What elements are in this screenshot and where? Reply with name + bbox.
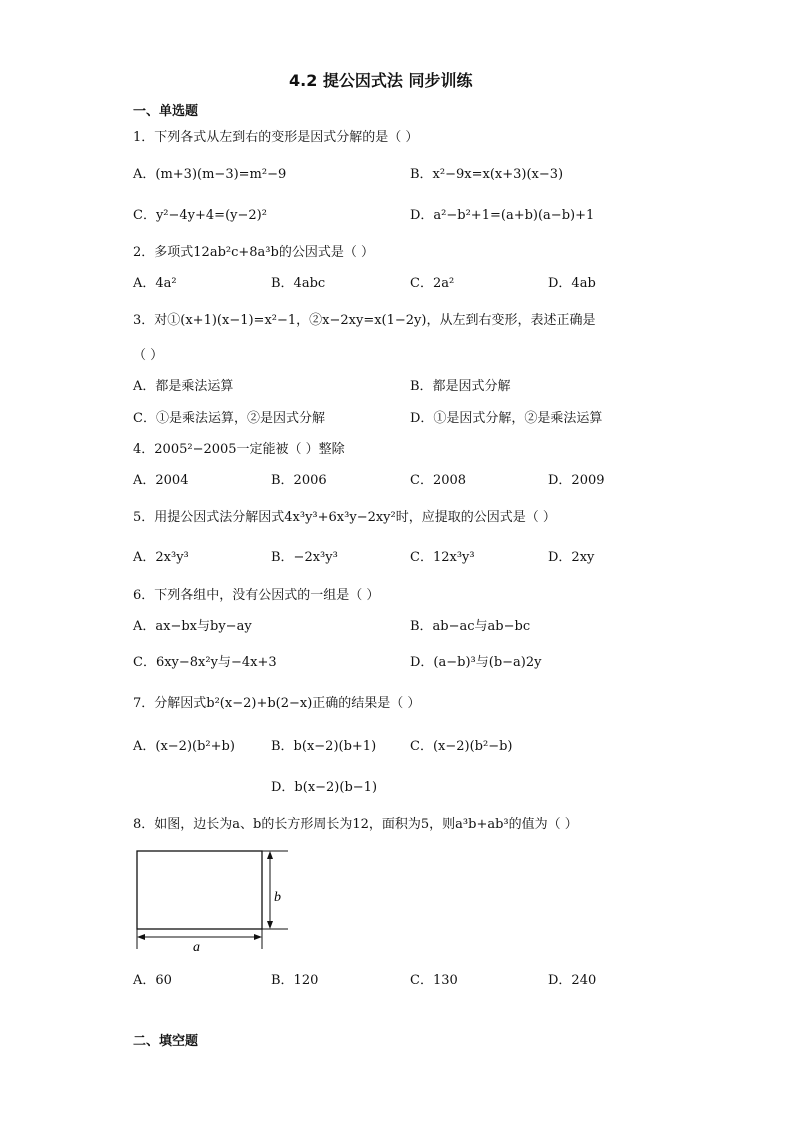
q6-option-d: D．(a−b)³与(b−a)2y xyxy=(410,655,542,670)
q8-option-c: C．130 xyxy=(410,973,458,988)
q4-option-b: B．2006 xyxy=(271,473,327,488)
q6-option-c: C．6xy−8x²y与−4x+3 xyxy=(133,655,277,670)
a-arrow-right xyxy=(254,934,262,940)
rectangle-figure xyxy=(132,846,292,956)
q7-option-d: D．b(x−2)(b−1) xyxy=(271,780,378,795)
q3-stem: 3．对①(x+1)(x−1)=x²−1，②x−2xy=x(1−2y)，从左到右变形，表述正确是 xyxy=(133,313,596,328)
q1-stem: 1．下列各式从左到右的变形是因式分解的是（ ） xyxy=(133,130,419,145)
label-a: a xyxy=(193,940,200,955)
q5-option-c: C．12x³y³ xyxy=(410,550,475,565)
q7-option-c: C．(x−2)(b²−b) xyxy=(410,739,513,754)
q4-stem: 4．2005²−2005一定能被（ ）整除 xyxy=(133,442,345,457)
q7-stem: 7．分解因式b²(x−2)+b(2−x)正确的结果是（ ） xyxy=(133,696,421,711)
page-title: 4.2 提公因式法 同步训练 xyxy=(289,71,473,90)
b-arrow-top xyxy=(267,851,273,859)
b-arrow-bottom xyxy=(267,921,273,929)
q3-option-c: C．①是乘法运算，②是因式分解 xyxy=(133,411,325,426)
q3-option-a: A．都是乘法运算 xyxy=(133,379,234,394)
q4-option-d: D．2009 xyxy=(548,473,605,488)
q5-option-b: B．−2x³y³ xyxy=(271,550,338,565)
q6-option-a: A．ax−bx与by−ay xyxy=(133,619,252,634)
rectangle xyxy=(137,851,262,929)
q8-option-a: A．60 xyxy=(133,973,172,988)
q4-option-c: C．2008 xyxy=(410,473,467,488)
q3-stem-bracket: （ ） xyxy=(133,348,164,363)
q1-option-c: C．y²−4y+4=(y−2)² xyxy=(133,208,267,223)
q1-option-d: D．a²−b²+1=(a+b)(a−b)+1 xyxy=(410,208,595,223)
q6-stem: 6．下列各组中，没有公因式的一组是（ ） xyxy=(133,588,380,603)
q2-option-c: C．2a² xyxy=(410,276,455,291)
q8-option-b: B．120 xyxy=(271,973,319,988)
q2-option-b: B．4abc xyxy=(271,276,326,291)
q2-stem: 2．多项式12ab²c+8a³b的公因式是（ ） xyxy=(133,245,374,260)
a-arrow-left xyxy=(137,934,145,940)
label-b: b xyxy=(274,890,281,905)
q2-option-d: D．4ab xyxy=(548,276,596,291)
q7-option-b: B．b(x−2)(b+1) xyxy=(271,739,377,754)
q5-option-a: A．2x³y³ xyxy=(133,550,189,565)
q1-option-a: A．(m+3)(m−3)=m²−9 xyxy=(133,167,287,182)
q3-option-b: B．都是因式分解 xyxy=(410,379,511,394)
q4-option-a: A．2004 xyxy=(133,473,189,488)
q3-option-d: D．①是因式分解，②是乘法运算 xyxy=(410,411,603,426)
q8-option-d: D．240 xyxy=(548,973,597,988)
q5-stem: 5．用提公因式法分解因式4x³y³+6x³y−2xy²时，应提取的公因式是（ ） xyxy=(133,510,556,525)
section-heading-single-choice: 一、单选题 xyxy=(133,104,199,119)
q2-option-a: A．4a² xyxy=(133,276,177,291)
q5-option-d: D．2xy xyxy=(548,550,595,565)
section-heading-fill-blank: 二、填空题 xyxy=(133,1034,199,1049)
q6-option-b: B．ab−ac与ab−bc xyxy=(410,619,531,634)
q8-stem: 8．如图，边长为a、b的长方形周长为12，面积为5，则a³b+ab³的值为（ ） xyxy=(133,817,578,832)
q7-option-a: A．(x−2)(b²+b) xyxy=(133,739,235,754)
q1-option-b: B．x²−9x=x(x+3)(x−3) xyxy=(410,167,564,182)
